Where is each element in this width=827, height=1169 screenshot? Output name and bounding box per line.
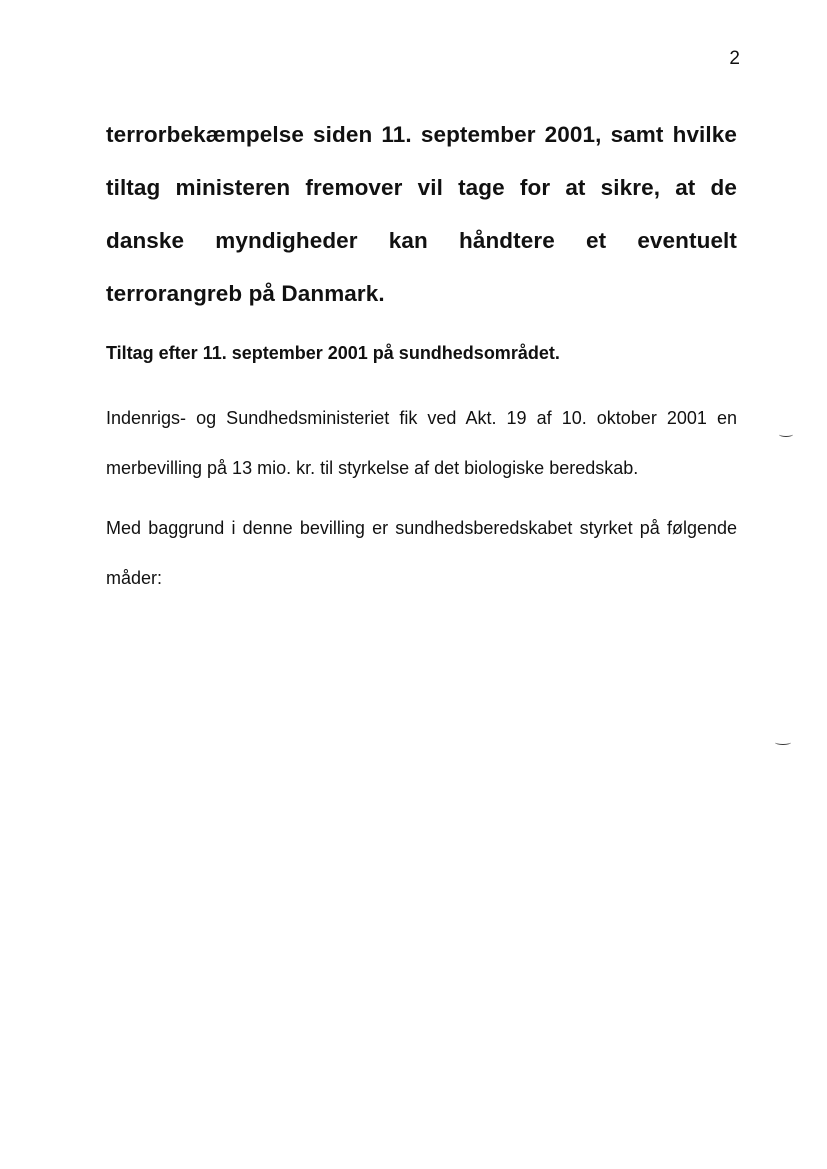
scan-mark (779, 432, 793, 437)
paragraph-bevilling: Indenrigs- og Sundhedsministeriet fik ved Akt. 19 af 10. oktober 2001 en merbevilling på 13 mio. kr. til styrkelse af det biologiske beredskab. (106, 408, 737, 478)
page-number: 2 (729, 48, 740, 69)
paragraph-maader: Med baggrund i denne bevilling er sundhedsberedskabet styrket på følgende måder: (106, 518, 737, 588)
scan-mark (775, 740, 791, 745)
question-text: terrorbekæmpelse siden 11. september 2001, samt hvilke tiltag ministeren fremover vil tage for at sikre, at de danske myndigheder kan håndtere et eventuelt terrorangreb på Danmark. (106, 122, 737, 306)
section-heading: Tiltag efter 11. september 2001 på sundhedsområdet. (106, 343, 560, 363)
